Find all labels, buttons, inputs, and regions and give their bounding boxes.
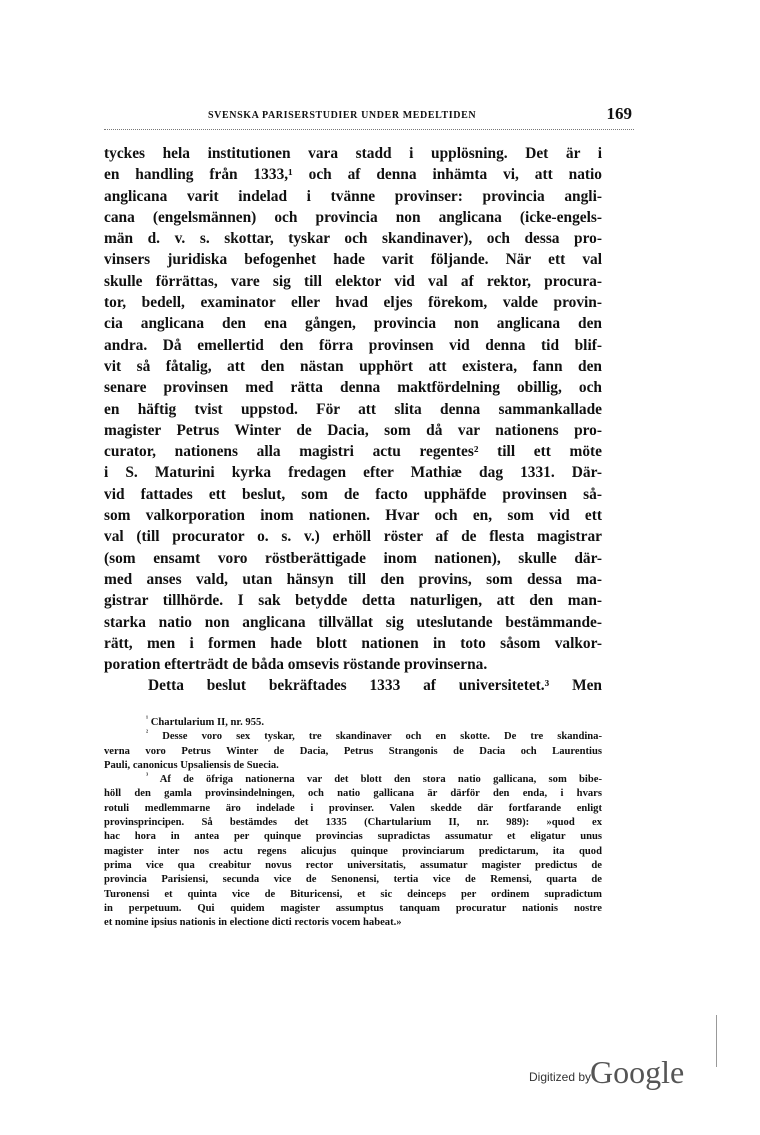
- text-line: cana (engelsmännen) och provincia non anglicana (icke-engels-: [104, 208, 602, 226]
- footnote-line: magister inter nos actu regens alicujus quinque provinciarum predictarum, ita quod: [104, 845, 602, 857]
- text-line: anglicana varit indelad i tvänne provinser: provincia angli-: [104, 187, 602, 205]
- text-line: magister Petrus Winter de Dacia, som då var nationens pro-: [104, 421, 602, 439]
- footnote-line: Pauli, canonicus Upsaliensis de Suecia.: [104, 759, 279, 771]
- text-line: en häftig tvist uppstod. För att slita denna sammankallade: [104, 400, 602, 418]
- text-line: poration efterträdt de båda omsevis röstande provinserna.: [104, 656, 488, 674]
- footnote-line: Turonensi et quinta vice de Bituricensi, et sic deinceps per ordinem supradictum: [104, 888, 602, 900]
- text-line: senare provinsen med rätta denna maktfördelning obillig, och: [104, 379, 602, 397]
- footnote-marker: ²: [146, 728, 149, 737]
- text-line: en handling från 1333,¹ och af denna inhämta vi, att natio: [104, 166, 602, 184]
- running-title: SVENSKA PARISERSTUDIER UNDER MEDELTIDEN: [208, 110, 477, 121]
- text-line: vid fattades ett beslut, som de facto upphäfde provinsen så-: [104, 485, 602, 503]
- footnote-line: rotuli medlemmarne äro indelade i provinser. Valen skedde där fortfarande enligt: [104, 802, 602, 814]
- footnote-line: Af de öfriga nationerna var det blott den stora natio gallicana, som bibe-: [159, 774, 602, 786]
- footnote-line: hac hora in antea per quinque provincias supradictas assumatur et eligatur unus: [104, 831, 602, 843]
- text-line: (som ensamt voro röstberättigade inom nationen), skulle där-: [104, 549, 602, 567]
- footnote-1: [104, 716, 602, 730]
- google-logo: Google: [590, 1054, 685, 1090]
- footnote-line: et nomine ipsius nationis in electione dicti rectoris vocem habeat.»: [104, 917, 402, 929]
- text-line: skulle förrättas, vare sig till elektor vid val af rektor, procura-: [104, 272, 602, 290]
- footnote-line: prima vice qua creabitur novus rector universitatis, assumatur magister predictus de: [104, 859, 602, 871]
- text-line: vinsers juridiska befogenhet hade varit följande. När ett val: [104, 251, 602, 269]
- footnote-line: verna voro Petrus Winter de Dacia, Petrus Strangonis de Dacia och Laurentius: [104, 745, 602, 757]
- text-line: tor, bedell, examinator eller hvad eljes förekom, valde provin-: [104, 294, 602, 312]
- footnote-3: [104, 773, 602, 787]
- text-line: cia anglicana den ena gången, provincia non anglicana den: [104, 315, 602, 333]
- footnote-line: höll den gamla provinsindelningen, och natio gallicana är därför den enda, i hvars: [104, 788, 602, 800]
- text-line: curator, nationens alla magistri actu regentes² till ett möte: [104, 443, 602, 461]
- footnote-2: [104, 730, 602, 744]
- page-number: 169: [606, 104, 632, 123]
- text-line: män d. v. s. skottar, tyskar och skandinaver), och dessa pro-: [104, 230, 602, 248]
- text-line: vit så fåtalig, att den nästan upphört att existera, fann den: [104, 357, 602, 375]
- text-line: val (till procurator o. s. v.) erhöll röster af de flesta magistrar: [104, 528, 602, 546]
- scan-edge-mark: [716, 1015, 717, 1067]
- footnote-marker: ³: [146, 771, 149, 780]
- text-line: starka natio non anglicana tillvällat sig uteslutande bestämmande-: [104, 613, 602, 631]
- text-line: Detta beslut bekräftades 1333 af universitetet.³ Men: [148, 677, 602, 695]
- footnote-line: provinsprincipen. Så bestämdes det 1335 (Chartularium II, nr. 989): »quod ex: [104, 817, 602, 829]
- footnote-line: Desse voro sex tyskar, tre skandinaver och en skotte. De tre skandina-: [162, 731, 602, 743]
- text-line: andra. Då emellertid den förra provinsen vid denna tid blif-: [104, 336, 602, 354]
- running-head: [104, 98, 634, 128]
- footnote-line: in perpetuum. Qui quidem magister assumptus tanquam procuratur nationis nostre: [104, 902, 602, 914]
- text-line: med anses vald, utan hänsyn till den provins, som dessa ma-: [104, 570, 602, 588]
- watermark-prefix: Digitized by: [529, 1070, 592, 1084]
- footnote-marker: ¹: [146, 714, 149, 723]
- text-line: tyckes hela institutionen vara stadd i upplösning. Det är i: [104, 145, 602, 162]
- text-line: i S. Maturini kyrka fredagen efter Mathiæ dag 1331. Där-: [104, 464, 602, 482]
- footnote-line: provincia Parisiensi, secunda vice de Senonensi, tertia vice de Remensi, quarta de: [104, 874, 602, 886]
- body-text: [104, 143, 602, 697]
- text-line: gistrar tillhörde. I sak betydde detta naturligen, att den man-: [104, 592, 602, 610]
- digitized-by-google-watermark: [529, 1054, 709, 1098]
- text-line: rätt, men i formen hade blott nationen in toto såsom valkor-: [104, 634, 602, 652]
- footnote-line: Chartularium II, nr. 955.: [150, 717, 264, 728]
- header-rule: [104, 129, 634, 130]
- text-line: som valkorporation inom nationen. Hvar och en, som vid ett: [104, 507, 602, 525]
- footnotes: [104, 716, 602, 930]
